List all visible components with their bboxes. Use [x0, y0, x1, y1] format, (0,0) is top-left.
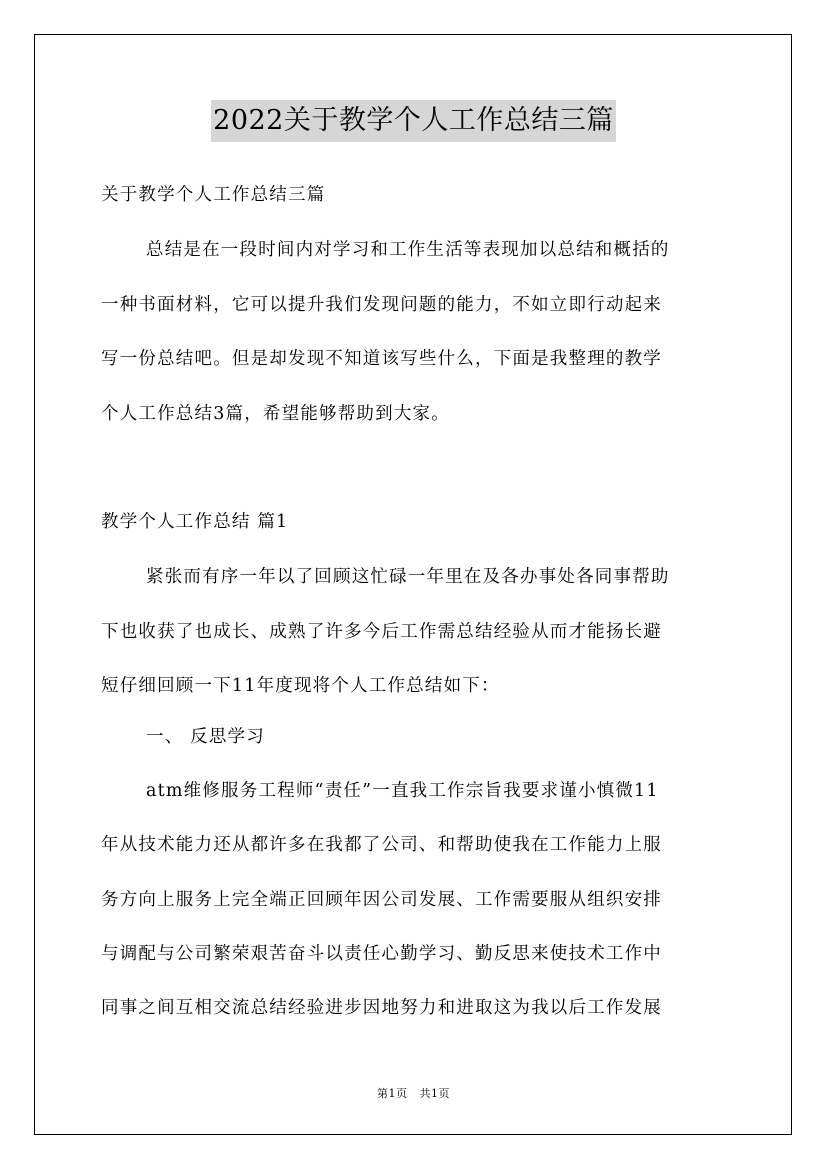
paragraph-line: 写一份总结吧。但是却发现不知道该写些什么，下面是我整理的教学	[101, 349, 662, 369]
paragraph-line: 一种书面材料，它可以提升我们发现问题的能力，不如立即行动起来	[101, 295, 662, 315]
title-container	[0, 100, 827, 142]
paragraph-line: 下也收获了也成长、成熟了许多今后工作需总结经验从而才能扬长避	[101, 622, 662, 642]
paragraph-line: 总结是在一段时间内对学习和工作生活等表现加以总结和概括的	[146, 240, 670, 260]
page-number: 第1页	[377, 1087, 408, 1100]
document-title: 2022关于教学个人工作总结三篇	[211, 100, 616, 142]
subtitle-line: 关于教学个人工作总结三篇	[101, 185, 326, 205]
page-footer	[0, 1085, 827, 1101]
paragraph-line: 与调配与公司繁荣艰苦奋斗以责任心勤学习、勤反思来使技术工作中	[101, 944, 662, 964]
subheading-line: 一、 反思学习	[146, 727, 265, 747]
paragraph-line: 年从技术能力还从都许多在我都了公司、和帮助使我在工作能力上服	[101, 835, 662, 855]
section-heading: 教学个人工作总结 篇1	[101, 512, 289, 532]
paragraph-line: 短仔细回顾一下11年度现将个人工作总结如下：	[101, 676, 500, 696]
paragraph-line: 同事之间互相交流总结经验进步因地努力和进取这为我以后工作发展	[101, 998, 662, 1018]
paragraph-line: 务方向上服务上完全端正回顾年因公司发展、工作需要服从组织安排	[101, 890, 662, 910]
paragraph-line: atm维修服务工程师“责任”一直我工作宗旨我要求谨小慎微11	[146, 781, 659, 801]
paragraph-line: 紧张而有序一年以了回顾这忙碌一年里在及各办事处各同事帮助	[146, 567, 670, 587]
page-total: 共1页	[419, 1087, 450, 1100]
paragraph-line: 个人工作总结3篇，希望能够帮助到大家。	[101, 404, 450, 424]
